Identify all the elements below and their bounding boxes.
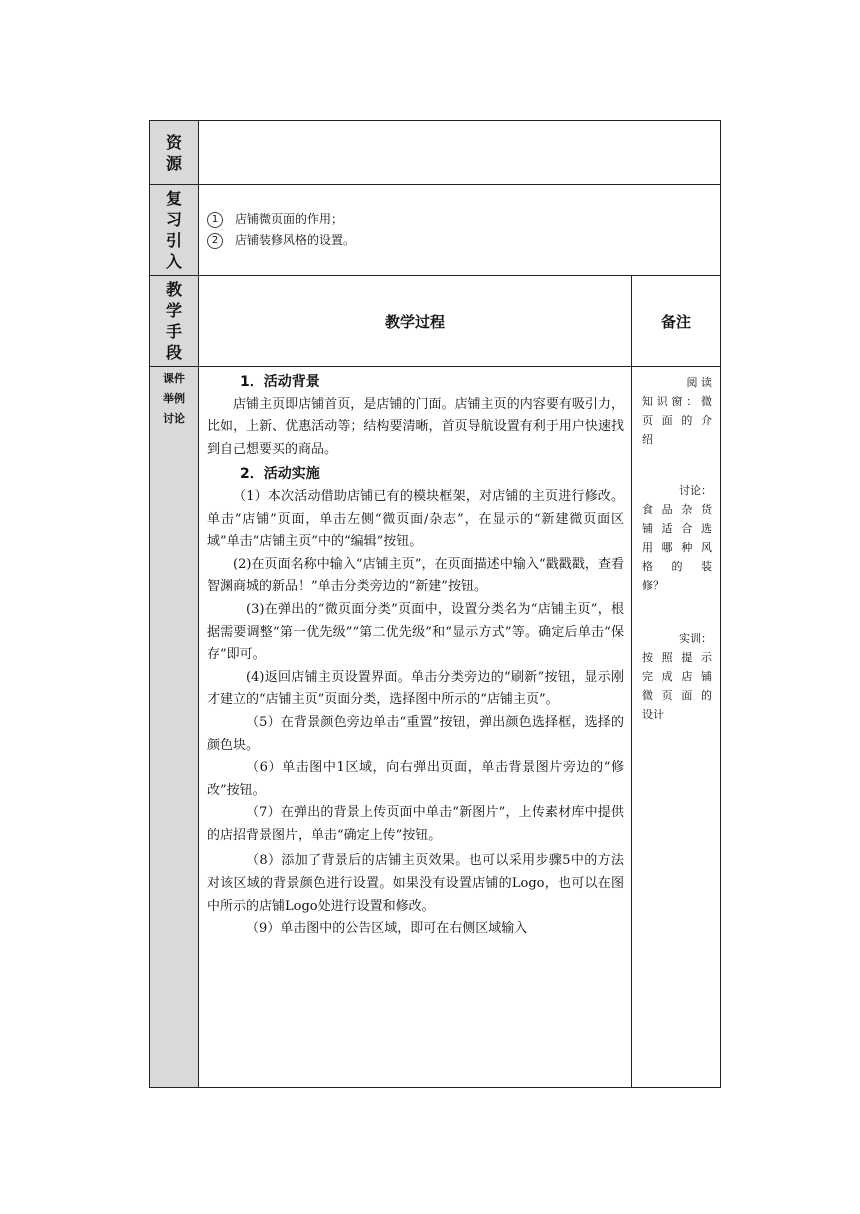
remark-practice: 实训： 按 照 提 示 完 成 店 铺 微 页 面 的 设计 [642,632,712,721]
process-header: 教学过程 [199,276,632,367]
remarks-header: 备注 [632,276,721,367]
paragraph: （8）添加了背景后的店铺主页效果。也可以采用步骤5中的方法对该区域的背景颜色进行设置。如果没有设置店铺的Logo，也可以在图中所示的店铺Logo处进行设置和修改。 [207,853,624,914]
review-content [199,185,721,276]
resources-label: 资 源 [150,121,199,185]
review-item: 2 店铺装修风格的设置。 [207,230,720,251]
remark-reading: 阅 读 知识窗：微 页 面 的 介 绍 [642,376,712,446]
method-label: 课件 举例 讨论 [150,367,199,1088]
method-header-label: 教 学 手 段 [150,276,199,367]
section-heading: 2．活动实施 [240,466,320,483]
section-heading: 1．活动背景 [240,374,320,390]
paragraph: (3)在弹出的“微页面分类”页面中，设置分类名为“店铺主页”，根据需要调整“第一优先级”“第二优先级”和“显示方式”等。确定后单击“保存”即可。 [207,601,624,663]
circled-number: 2 [207,233,223,249]
lesson-plan-table [149,120,721,1088]
review-item: 1 店铺微页面的作用； [207,209,720,230]
remarks-content [632,367,721,1088]
paragraph: （7）在弹出的背景上传页面中单击“新图片”，上传素材库中提供的店招背景图片，单击“确定上传”按钮。 [207,805,624,843]
resources-content [199,121,721,185]
review-row [150,185,721,276]
paragraph: （9）单击图中的公告区域，即可在右侧区域输入 [246,921,528,937]
paragraph: （6）单击图中1区域，向右弹出页面，单击背景图片旁边的“修改”按钮。 [207,760,624,798]
main-row [150,367,721,1088]
paragraph: （5）在背景颜色旁边单击“重置”按钮，弹出颜色选择框，选择的颜色块。 [207,714,624,753]
header-row [150,276,721,367]
paragraph: (4)返回店铺主页设置界面。单击分类旁边的“刷新”按钮，显示刚才建立的“店铺主页”页面分类，选择图中所示的“店铺主页”。 [207,669,624,708]
paragraph: （1）本次活动借助店铺已有的模块框架，对店铺的主页进行修改。单击“店铺”页面，单击左侧“微页面/杂志”，在显示的“新建微页面区域”单击“店铺主页”中的“编辑”按钮。 [207,488,624,550]
resources-row [150,121,721,185]
remark-discussion: 讨论： 食 品 杂 货 铺 适 合 选 用 哪 种 风 格 的 装 修？ [642,484,712,592]
paragraph: (2)在页面名称中输入“店铺主页”，在页面描述中输入“戳戳戳，查看智渊商城的新品！”单击分类旁边的“新建”按钮。 [207,556,624,595]
process-content [199,367,632,1088]
circled-number: 1 [207,212,223,228]
paragraph: 店铺主页即店铺首页，是店铺的门面。店铺主页的内容要有吸引力，比如，上新、优惠活动等；结构要清晰，首页导航设置有利于用户快速找到自己想要买的商品。 [207,396,624,457]
review-label: 复 习 引 入 [150,185,199,276]
